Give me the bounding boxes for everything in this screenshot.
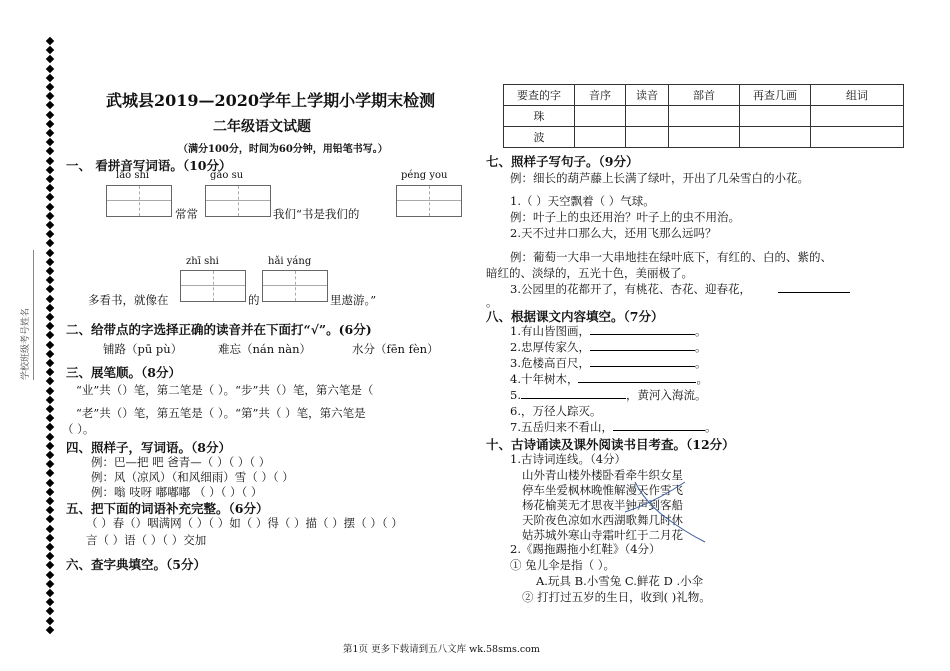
section-4-heading: 四、照样子，写词语。（8分） <box>66 440 231 455</box>
diamond-mark <box>46 193 54 201</box>
diamond-mark <box>46 460 54 468</box>
poem-line-3: 杨花榆荚无才思夜半钟声到客船 <box>522 498 683 512</box>
page-title: 武城县2019—2020学年上学期小学期末检测 <box>106 91 436 110</box>
fill-end: 。 <box>694 356 707 370</box>
s7-answer-line[interactable] <box>778 292 850 293</box>
example-line-3: 例：嗡 吱呀 嘟嘟嘟 （ ）（ ）（ ） <box>91 485 263 499</box>
diamond-mark <box>46 221 54 229</box>
diamond-mark <box>46 469 54 477</box>
table-cell: 波 <box>504 127 575 148</box>
section-6-heading: 六、查字典填空。（5分） <box>66 557 206 572</box>
fill-item-5 <box>510 387 706 403</box>
pinyin-gaosu: gǎo su <box>210 170 244 181</box>
diamond-mark <box>46 506 54 514</box>
diamond-mark <box>46 497 54 505</box>
section-8-heading: 八、根据课文内容填空。（7分） <box>486 309 664 324</box>
diamond-mark <box>46 202 54 210</box>
s7-question-2: 2.天不过井口那么大，还用飞那么远吗？ <box>510 226 717 240</box>
pinyin-laoshi: lǎo shī <box>116 170 150 181</box>
fill-end: 。 <box>694 340 707 354</box>
stroke-line-3: （ ）。 <box>62 422 95 436</box>
fill-item-7 <box>510 419 716 435</box>
diamond-mark <box>46 432 54 440</box>
diamond-mark <box>46 120 54 128</box>
poem-line-1: 山外青山楼外楼卧看牵牛织女星 <box>522 468 683 482</box>
diamond-mark <box>46 83 54 91</box>
diamond-mark <box>46 543 54 551</box>
diamond-mark <box>46 184 54 192</box>
s7-example-2: 例：叶子上的虫还用治？叶子上的虫不用治。 <box>510 210 740 224</box>
table-header-row <box>504 85 904 106</box>
diamond-mark <box>46 626 54 634</box>
text-changchang: 常常 <box>175 207 198 221</box>
table-cell[interactable] <box>575 106 626 127</box>
diamond-mark <box>46 534 54 542</box>
diamond-mark <box>46 561 54 569</box>
fill-blank[interactable] <box>590 350 695 351</box>
reading-title: 2.《踢拖踢拖小红鞋》（4分） <box>510 542 661 556</box>
table-header-cell: 读音 <box>626 85 669 106</box>
table-header-cell: 组词 <box>811 85 904 106</box>
table-cell[interactable] <box>740 127 811 148</box>
reading-options: A.玩具 B.小雪兔 C.鲜花 D .小伞 <box>536 574 704 588</box>
poem-line-2: 停车坐爱枫林晚惟解漫天作雪飞 <box>522 483 683 497</box>
idiom-line-1: （ ）春（）咽满网（ ）（ ）如（ ）得（ ）描（ ）摆（ ）（ ） <box>86 516 403 530</box>
diamond-mark <box>46 285 54 293</box>
diamond-mark <box>46 322 54 330</box>
diamond-mark <box>46 230 54 238</box>
fill-blank[interactable] <box>578 382 696 383</box>
diamond-mark <box>46 147 54 155</box>
answer-box-pengyou[interactable] <box>396 185 462 217</box>
diamond-mark <box>46 350 54 358</box>
diamond-mark <box>46 368 54 376</box>
diamond-mark <box>46 239 54 247</box>
answer-box-gaosu[interactable] <box>205 185 271 217</box>
pinyin-haiyang: hǎi yáng <box>268 256 312 267</box>
fill-blank[interactable] <box>590 366 695 367</box>
reading-q2: ② 打打过五岁的生日，收到( )礼物。 <box>522 590 711 604</box>
reading-item-3: 水分（fēn fèn） <box>352 342 439 356</box>
diamond-mark <box>46 451 54 459</box>
diamond-mark <box>46 607 54 615</box>
fill-item-3 <box>510 355 706 371</box>
diamond-mark <box>46 313 54 321</box>
answer-box-laoshi[interactable] <box>106 185 172 217</box>
table-row <box>504 106 904 127</box>
diamond-mark <box>46 570 54 578</box>
s7-period: 。 <box>486 295 498 309</box>
answer-box-zhishi[interactable] <box>180 270 246 302</box>
diamond-mark <box>46 386 54 394</box>
section-1-heading: 一、 看拼音写词语。（10分） <box>66 158 232 173</box>
answer-box-haiyang[interactable] <box>262 270 328 302</box>
table-header-cell: 再查几画 <box>740 85 811 106</box>
fill-item-2 <box>510 339 706 355</box>
poem-match-title: 1.古诗词连线。（4分） <box>510 452 627 466</box>
table-header-cell: 部首 <box>669 85 740 106</box>
fill-item-4 <box>510 371 708 387</box>
table-cell[interactable] <box>740 106 811 127</box>
table-cell[interactable] <box>669 127 740 148</box>
text-duokanshu: 多看书，就像在 <box>88 293 169 307</box>
fill-item-1 <box>510 323 706 339</box>
table-cell[interactable] <box>811 127 904 148</box>
diamond-mark <box>46 478 54 486</box>
diamond-mark <box>46 258 54 266</box>
stroke-line-1: “业”共（）笔，第二笔是（ ）。“步”共（）笔，第六笔是（ <box>76 383 374 397</box>
diamond-mark <box>46 580 54 588</box>
section-2-heading: 二、给带点的字选择正确的读音并在下面打“√”。(6分) <box>66 322 372 337</box>
fill-item-4-text: 4.十年树木， <box>510 372 579 386</box>
s7-example-3a: 例：葡萄一大串一大串地挂在绿叶底下，有红的、白的、紫的、 <box>510 250 832 264</box>
table-cell[interactable] <box>626 106 669 127</box>
pinyin-pengyou: péng you <box>401 170 448 181</box>
diamond-mark <box>46 74 54 82</box>
text-de: 的 <box>248 293 260 307</box>
table-cell: 珠 <box>504 106 575 127</box>
fill-item-5-mid: ，黄河入海流。 <box>625 388 707 402</box>
diamond-mark <box>46 359 54 367</box>
diamond-mark <box>46 166 54 174</box>
fill-end: 。 <box>694 324 707 338</box>
fill-item-2-text: 2.忠厚传家久， <box>510 340 590 354</box>
text-aoyou: 里遨游。” <box>330 293 377 307</box>
diamond-mark <box>46 294 54 302</box>
diamond-mark <box>46 156 54 164</box>
diamond-mark <box>46 110 54 118</box>
fill-item-3-text: 3.危楼高百尺， <box>510 356 590 370</box>
section-5-heading: 五、把下面的词语补充完整。（6分） <box>66 501 269 516</box>
fill-item-7-text: 7.五岳归来不看山， <box>510 420 613 434</box>
diamond-mark <box>46 414 54 422</box>
page-subtitle: 二年级语文试题 <box>213 119 311 135</box>
diamond-mark <box>46 442 54 450</box>
reading-item-1: 铺路（pū pù） <box>103 342 183 356</box>
side-label: 学校班级考号姓名 <box>21 307 31 380</box>
table-cell[interactable] <box>669 106 740 127</box>
s7-question-3: 3.公园里的花都开了，有桃花、杏花、迎春花， <box>510 282 751 296</box>
example-line-2: 例：风（凉风）（和风细雨）雪（ ）（ ） <box>91 470 294 484</box>
fill-blank[interactable] <box>521 398 626 399</box>
matching-pen-strokes <box>605 462 715 552</box>
table-cell[interactable] <box>626 127 669 148</box>
diamond-mark <box>46 55 54 63</box>
section-10-heading: 十、古诗诵读及课外阅读书目考查。（12分） <box>486 437 735 452</box>
diamond-mark <box>46 212 54 220</box>
example-line-1: 例：巴—把 吧 爸青—（ ）（ ）（ ） <box>91 455 271 469</box>
fill-item-5-text: 5. <box>510 388 521 402</box>
reading-q1: ① 兔儿伞是指（ ）。 <box>510 558 616 572</box>
diamond-mark <box>46 267 54 275</box>
diamond-mark <box>46 331 54 339</box>
diamond-mark <box>46 396 54 404</box>
s7-example-1: 例：细长的葫芦藤上长满了绿叶，开出了几朵雪白的小花。 <box>510 171 809 185</box>
diamond-mark <box>46 248 54 256</box>
reading-item-2: 难忘（nán nàn） <box>218 342 311 356</box>
text-women: 我们“书是我们的 <box>273 207 360 221</box>
fill-item-1-text: 1.有山皆图画， <box>510 324 590 338</box>
s7-example-3b: 暗红的、淡绿的，五光十色，美丽极了。 <box>486 266 693 280</box>
diamond-mark <box>46 64 54 72</box>
diamond-mark <box>46 101 54 109</box>
diamond-mark <box>46 37 54 45</box>
diamond-mark <box>46 340 54 348</box>
diamond-mark <box>46 423 54 431</box>
fill-item-6: 6.，万径人踪灭。 <box>510 404 602 418</box>
table-row <box>504 127 904 148</box>
diamond-mark <box>46 175 54 183</box>
diamond-mark <box>46 377 54 385</box>
diamond-mark <box>46 129 54 137</box>
diamond-mark <box>46 304 54 312</box>
section-7-heading: 七、照样子写句子。（9分） <box>486 154 639 169</box>
diamond-mark <box>46 405 54 413</box>
diamond-mark <box>46 589 54 597</box>
exam-note: （满分100分，时间为60分钟，用铅笔书写。） <box>178 144 388 155</box>
pinyin-zhishi: zhī shi <box>186 256 219 267</box>
page-footer: 第1页 更多下载请到五八文库 wk.58sms.com <box>343 644 540 655</box>
poem-line-4: 天阶夜色凉如水西湖歌舞几时休 <box>522 513 683 527</box>
table-cell[interactable] <box>575 127 626 148</box>
diamond-mark <box>46 515 54 523</box>
fill-blank[interactable] <box>613 430 705 431</box>
s7-question-1: 1.（ ）天空飘着（ ）气球。 <box>510 194 655 208</box>
diamond-mark <box>46 524 54 532</box>
diamond-mark <box>46 92 54 100</box>
fill-blank[interactable] <box>590 334 695 335</box>
fill-end: 。 <box>696 372 708 386</box>
poem-line-5: 姑苏城外寒山寺霜叶红于二月花 <box>522 528 683 542</box>
dictionary-table <box>503 84 904 148</box>
diamond-mark <box>46 276 54 284</box>
table-header-cell: 音序 <box>575 85 626 106</box>
diamond-mark <box>46 46 54 54</box>
fill-end: 。 <box>704 420 717 434</box>
diamond-mark <box>46 616 54 624</box>
side-line <box>33 250 34 380</box>
stroke-line-2: “老”共（）笔，第五笔是（ ）。“第”共（ ）笔，第六笔是 <box>76 406 366 420</box>
diamond-mark <box>46 488 54 496</box>
table-cell[interactable] <box>811 106 904 127</box>
table-header-cell: 要查的字 <box>504 85 575 106</box>
diamond-mark <box>46 598 54 606</box>
diamond-mark <box>46 552 54 560</box>
idiom-line-2: 言（ ）语（ ）（ ）交加 <box>86 533 207 547</box>
diamond-mark <box>46 138 54 146</box>
section-3-heading: 三、展笔顺。（8分） <box>66 365 181 380</box>
